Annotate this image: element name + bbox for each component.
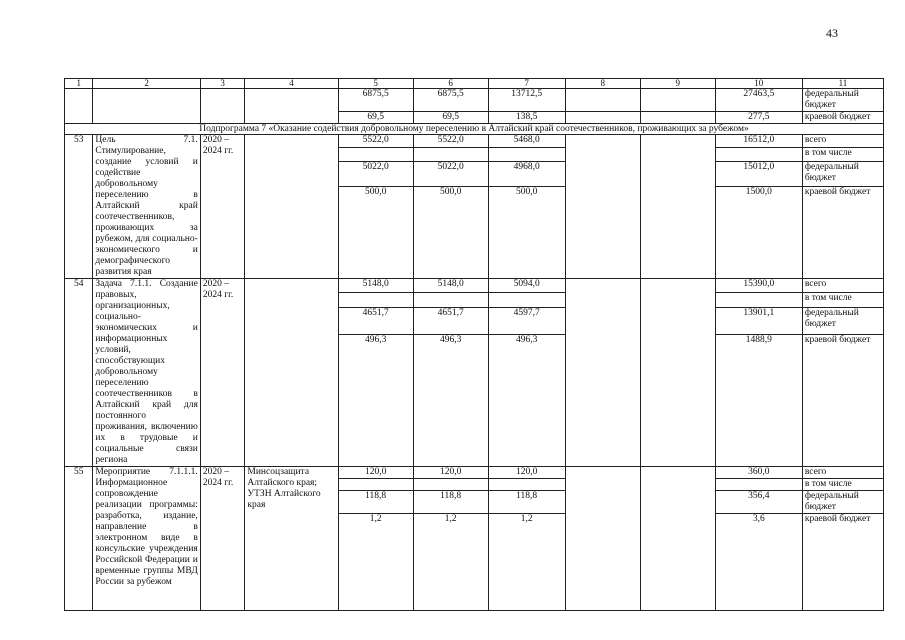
- subprogram-title: Подпрограмма 7 «Оказание содействия добровольному переселению в Алтайский край соотечественников, проживающих за рубежом»: [65, 124, 884, 135]
- table-cell: 500,0: [338, 187, 413, 279]
- table-cell: 500,0: [488, 187, 565, 279]
- table-cell: 69,5: [413, 112, 488, 124]
- table-cell: [413, 479, 488, 491]
- funding-source: краевой бюджет: [802, 514, 883, 611]
- table-cell: 5522,0: [338, 135, 413, 148]
- funding-source: в том числе: [802, 293, 883, 307]
- table-cell: 13712,5: [488, 89, 565, 112]
- table-row: [65, 279, 884, 293]
- table-cell: 5022,0: [413, 161, 488, 186]
- table-cell: 1488,9: [715, 334, 802, 466]
- column-number: 10: [715, 79, 802, 89]
- funding-source: всего: [802, 279, 883, 293]
- row-number: 55: [65, 467, 93, 611]
- funding-source: в том числе: [802, 148, 883, 161]
- row-executor: [245, 135, 338, 279]
- funding-source: федеральный бюджет: [802, 89, 883, 112]
- table-cell: 4651,7: [338, 307, 413, 334]
- table-cell: [338, 148, 413, 161]
- table-cell: 1500,0: [715, 187, 802, 279]
- table-cell: 6875,5: [413, 89, 488, 112]
- funding-source: в том числе: [802, 479, 883, 491]
- table-cell: 118,8: [488, 491, 565, 514]
- table-cell: 277,5: [715, 112, 802, 124]
- table-row: [65, 467, 884, 479]
- table-cell: 138,5: [488, 112, 565, 124]
- table-cell: 5094,0: [488, 279, 565, 293]
- table-cell: 69,5: [338, 112, 413, 124]
- table-cell: [488, 479, 565, 491]
- funding-source: всего: [802, 135, 883, 148]
- program-table: [64, 78, 884, 611]
- table-cell: 16512,0: [715, 135, 802, 148]
- table-cell: 15390,0: [715, 279, 802, 293]
- row-number: 54: [65, 279, 93, 467]
- table-cell: 5148,0: [413, 279, 488, 293]
- column-number: 6: [413, 79, 488, 89]
- table-cell: 496,3: [338, 334, 413, 466]
- table-cell: 1,2: [413, 514, 488, 611]
- table-cell: 4968,0: [488, 161, 565, 186]
- row-title: Мероприятие 7.1.1.1. Информационное сопровождение реализации программы: разработка, издание, направление в электронном виде в консульские учреждения Российской Федерации и временные группы МВД России за рубежом: [93, 467, 200, 611]
- page-number: 43: [826, 26, 838, 40]
- row-period: 2020 – 2024 гг.: [200, 279, 245, 467]
- table-cell: 5022,0: [338, 161, 413, 186]
- table-cell: 1,2: [338, 514, 413, 611]
- row-title: Задача 7.1.1. Создание правовых, организационных, социально-экономических и информационных условий, способствующих добровольному переселению соотечественников в Алтайский край для постоянного проживания, включению их в трудовые и социальные связи региона: [93, 279, 200, 467]
- table-cell: [338, 293, 413, 307]
- table-cell: 360,0: [715, 467, 802, 479]
- table-row: [65, 135, 884, 148]
- table-cell: [715, 148, 802, 161]
- row-period: 2020 – 2024 гг.: [200, 467, 245, 611]
- funding-source: всего: [802, 467, 883, 479]
- table-cell: 118,8: [413, 491, 488, 514]
- funding-source: краевой бюджет: [802, 334, 883, 466]
- column-number: 11: [802, 79, 883, 89]
- subprogram-row: [65, 124, 884, 135]
- table-cell: [338, 479, 413, 491]
- table-cell: 500,0: [413, 187, 488, 279]
- table-cell: 1,2: [488, 514, 565, 611]
- funding-source: краевой бюджет: [802, 187, 883, 279]
- row-number: 53: [65, 135, 93, 279]
- table-cell: 27463,5: [715, 89, 802, 112]
- table-cell: 120,0: [488, 467, 565, 479]
- table-row: [65, 89, 884, 112]
- funding-source: краевой бюджет: [802, 112, 883, 124]
- table-cell: 118,8: [338, 491, 413, 514]
- row-executor: Минсоцзащита Алтайского края; УТЗН Алтайского края: [245, 467, 338, 611]
- table-cell: 6875,5: [338, 89, 413, 112]
- row-period: 2020 – 2024 гг.: [200, 135, 245, 279]
- column-number: 1: [65, 79, 93, 89]
- table-cell: 5522,0: [413, 135, 488, 148]
- table-cell: [488, 148, 565, 161]
- column-number: 2: [93, 79, 200, 89]
- funding-source: федеральный бюджет: [802, 491, 883, 514]
- table-cell: 120,0: [413, 467, 488, 479]
- table-cell: 15012,0: [715, 161, 802, 186]
- column-number: 4: [245, 79, 338, 89]
- table-cell: 3,6: [715, 514, 802, 611]
- funding-source: федеральный бюджет: [802, 307, 883, 334]
- table-cell: 496,3: [488, 334, 565, 466]
- table-cell: [413, 293, 488, 307]
- column-number: 5: [338, 79, 413, 89]
- table-cell: 356,4: [715, 491, 802, 514]
- column-number-row: [65, 79, 884, 89]
- table-cell: 13901,1: [715, 307, 802, 334]
- table-cell: [413, 148, 488, 161]
- table-cell: 5148,0: [338, 279, 413, 293]
- table-cell: [488, 293, 565, 307]
- table-cell: 496,3: [413, 334, 488, 466]
- table-cell: [715, 293, 802, 307]
- column-number: 7: [488, 79, 565, 89]
- table-cell: 5468,0: [488, 135, 565, 148]
- column-number: 9: [640, 79, 715, 89]
- table-cell: 120,0: [338, 467, 413, 479]
- row-executor: [245, 279, 338, 467]
- table-cell: [715, 479, 802, 491]
- table-cell: 4597,7: [488, 307, 565, 334]
- column-number: 3: [200, 79, 245, 89]
- column-number: 8: [565, 79, 640, 89]
- funding-source: федеральный бюджет: [802, 161, 883, 186]
- table-cell: 4651,7: [413, 307, 488, 334]
- row-title: Цель 7.1. Стимулирование, создание условий и содействие добровольному переселению в Алтайский край соотечественников, проживающих за рубежом, для социально-экономического и демографического развития края: [93, 135, 200, 279]
